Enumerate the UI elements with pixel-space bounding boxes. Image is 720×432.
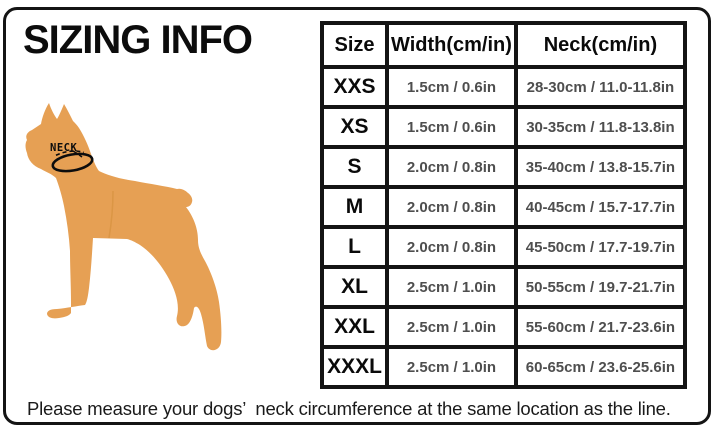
neck-cell: 30-35cm / 11.8-13.8in — [516, 107, 685, 147]
footnote: Please measure your dogs’ neck circumference at the same location as the line. — [27, 398, 671, 419]
neck-cell: 45-50cm / 17.7-19.7in — [516, 227, 685, 267]
width-cell: 2.5cm / 1.0in — [387, 307, 516, 347]
neck-cell: 35-40cm / 13.8-15.7in — [516, 147, 685, 187]
width-cell: 2.0cm / 0.8in — [387, 147, 516, 187]
table-row — [322, 307, 685, 347]
header-neck: Neck(cm/in) — [516, 23, 685, 67]
table-row — [322, 67, 685, 107]
width-cell: 2.0cm / 0.8in — [387, 227, 516, 267]
table-row — [322, 107, 685, 147]
size-cell: XXXL — [322, 347, 387, 387]
page-title: SIZING INFO — [23, 18, 252, 62]
width-cell: 1.5cm / 0.6in — [387, 107, 516, 147]
size-cell: XXL — [322, 307, 387, 347]
table-row — [322, 187, 685, 227]
table-row — [322, 347, 685, 387]
table-row — [322, 267, 685, 307]
size-cell: L — [322, 227, 387, 267]
width-cell: 2.5cm / 1.0in — [387, 347, 516, 387]
width-cell: 2.5cm / 1.0in — [387, 267, 516, 307]
size-cell: XS — [322, 107, 387, 147]
width-cell: 1.5cm / 0.6in — [387, 67, 516, 107]
table-row — [322, 147, 685, 187]
size-cell: M — [322, 187, 387, 227]
neck-label: NECK — [50, 142, 78, 154]
size-cell: S — [322, 147, 387, 187]
header-width: Width(cm/in) — [387, 23, 516, 67]
neck-cell: 55-60cm / 21.7-23.6in — [516, 307, 685, 347]
dog-illustration — [25, 96, 235, 361]
neck-cell: 50-55cm / 19.7-21.7in — [516, 267, 685, 307]
size-cell: XXS — [322, 67, 387, 107]
table-row — [322, 227, 685, 267]
neck-cell: 40-45cm / 15.7-17.7in — [516, 187, 685, 227]
sizing-table-body — [322, 67, 685, 387]
sizing-table — [320, 21, 687, 389]
width-cell: 2.0cm / 0.8in — [387, 187, 516, 227]
dog-silhouette-icon — [26, 103, 222, 350]
table-header-row — [322, 23, 685, 67]
size-cell: XL — [322, 267, 387, 307]
neck-cell: 28-30cm / 11.0-11.8in — [516, 67, 685, 107]
neck-cell: 60-65cm / 23.6-25.6in — [516, 347, 685, 387]
header-size: Size — [322, 23, 387, 67]
